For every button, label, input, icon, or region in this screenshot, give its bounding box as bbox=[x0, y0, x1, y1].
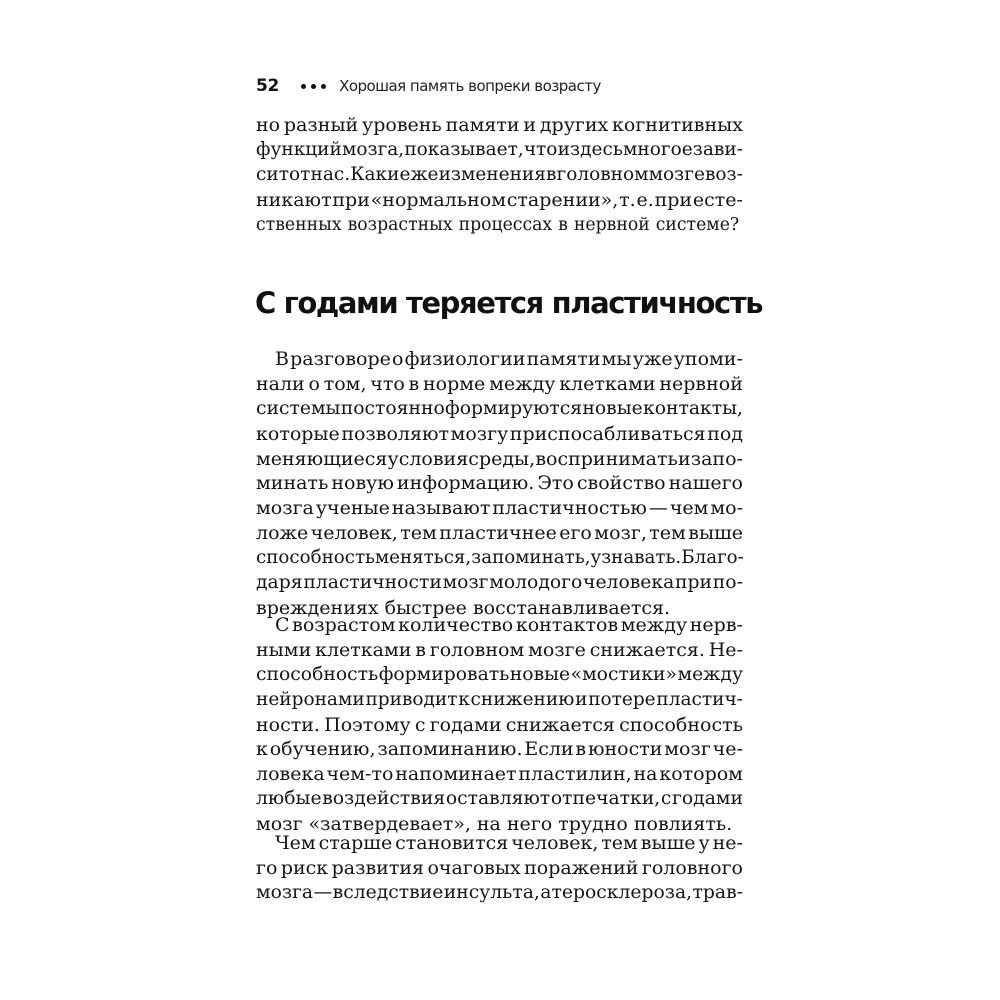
word: нали bbox=[256, 372, 305, 395]
word: при bbox=[675, 572, 713, 594]
word: воспринимать bbox=[535, 447, 678, 470]
word: меняться, bbox=[374, 547, 472, 569]
word: С bbox=[275, 614, 290, 636]
word: чем-то bbox=[326, 763, 394, 786]
word: узнавать. bbox=[590, 547, 682, 569]
word: пластичности bbox=[303, 572, 442, 594]
word: свойство bbox=[576, 472, 666, 495]
word: нашего bbox=[668, 472, 743, 495]
word: «мостики» bbox=[570, 663, 678, 685]
word: с bbox=[414, 713, 426, 736]
word: возрастом bbox=[292, 614, 396, 636]
word: поражений bbox=[524, 856, 639, 879]
word: том, bbox=[323, 372, 367, 395]
running-head bbox=[256, 72, 601, 100]
word: мозге bbox=[648, 163, 705, 185]
word: клетками bbox=[315, 638, 412, 661]
word: тем bbox=[400, 522, 437, 545]
text-line bbox=[256, 688, 743, 713]
word: старении», bbox=[506, 188, 619, 211]
word: обучению, bbox=[269, 738, 376, 761]
word: пластичнее bbox=[439, 522, 557, 545]
word: мозга bbox=[256, 881, 314, 903]
word: «затвердевает», bbox=[308, 813, 471, 836]
word: трав- bbox=[692, 881, 743, 903]
word: Если bbox=[524, 738, 574, 761]
word: информацию. bbox=[396, 472, 535, 495]
word: восстанавливается. bbox=[472, 596, 671, 619]
text-line bbox=[256, 422, 743, 447]
word: старше bbox=[318, 832, 393, 854]
word: Не- bbox=[708, 638, 743, 661]
word: но bbox=[256, 114, 281, 136]
word: новые bbox=[509, 663, 571, 685]
word: мозг bbox=[664, 738, 711, 761]
word: нервной bbox=[573, 214, 650, 235]
word: чем bbox=[669, 497, 709, 520]
word: нервной bbox=[659, 372, 743, 395]
word: трудно bbox=[558, 813, 628, 836]
word: что bbox=[523, 138, 558, 160]
word: есте- bbox=[692, 188, 743, 211]
word: мозгу bbox=[450, 422, 509, 445]
text-line bbox=[256, 737, 743, 762]
word: снижается bbox=[505, 713, 615, 736]
word: в bbox=[575, 738, 587, 761]
word: меняющиеся bbox=[256, 447, 388, 470]
word: вследствие bbox=[332, 881, 444, 903]
word: на bbox=[633, 763, 658, 786]
word: инсульта, bbox=[443, 881, 540, 903]
word: мозг bbox=[256, 813, 303, 836]
word: уровень bbox=[362, 114, 442, 136]
word: процессах bbox=[458, 214, 553, 235]
word: молодого bbox=[489, 572, 583, 594]
text-line bbox=[256, 787, 743, 812]
word: Поэтому bbox=[324, 713, 411, 736]
word: формируются bbox=[445, 397, 583, 419]
body-paragraph bbox=[256, 831, 743, 906]
text-line bbox=[256, 113, 743, 138]
word: памяти bbox=[445, 114, 520, 136]
word: же bbox=[410, 163, 439, 185]
word: человек, bbox=[511, 832, 599, 854]
word: снижению bbox=[470, 688, 575, 710]
word: способность bbox=[256, 663, 379, 685]
word: него bbox=[506, 813, 553, 836]
word: постоянно bbox=[340, 397, 445, 419]
word: контакты, bbox=[642, 397, 743, 419]
word: возрастных bbox=[347, 214, 453, 235]
text-line bbox=[256, 613, 743, 638]
word: воз- bbox=[705, 163, 743, 185]
word: головного bbox=[641, 856, 743, 879]
text-line bbox=[256, 347, 743, 372]
running-title: Хорошая память вопреки возрасту bbox=[339, 77, 601, 95]
word: среды, bbox=[468, 447, 536, 470]
word: любые bbox=[256, 788, 322, 810]
word: мозг bbox=[442, 572, 489, 594]
word: мозга bbox=[256, 497, 314, 520]
word: на bbox=[476, 813, 501, 836]
word: Чем bbox=[275, 832, 316, 854]
word: потере bbox=[588, 688, 656, 710]
word: ученые bbox=[315, 497, 390, 520]
word: оставляют bbox=[445, 788, 551, 810]
word: здесь bbox=[570, 138, 623, 160]
word: т. bbox=[619, 188, 636, 211]
text-line bbox=[256, 881, 743, 906]
text-line bbox=[256, 571, 743, 596]
word: способность bbox=[619, 713, 743, 736]
word: изменения bbox=[438, 163, 546, 185]
word: под bbox=[707, 422, 743, 445]
word: мозге bbox=[528, 638, 586, 661]
text-line bbox=[256, 163, 743, 188]
word: что bbox=[370, 372, 405, 395]
word: норме bbox=[423, 372, 486, 395]
word: мо- bbox=[710, 497, 743, 520]
body-paragraph bbox=[256, 347, 743, 621]
word: с bbox=[660, 788, 672, 810]
word: системы bbox=[256, 397, 341, 419]
text-line bbox=[256, 496, 743, 521]
word: выше bbox=[640, 832, 696, 854]
word: человека bbox=[583, 572, 675, 594]
word: ственных bbox=[256, 214, 342, 235]
word: годами bbox=[429, 713, 502, 736]
word: быстрее bbox=[384, 596, 467, 619]
word: развития bbox=[331, 856, 424, 879]
word: между bbox=[489, 372, 556, 395]
word: Это bbox=[537, 472, 574, 495]
word: головном bbox=[429, 638, 525, 661]
word: физиологии bbox=[404, 348, 526, 370]
word: и bbox=[523, 114, 537, 136]
word: приспосабливаться bbox=[509, 422, 706, 445]
word: годами bbox=[672, 788, 743, 810]
text-line bbox=[256, 372, 743, 397]
word: снижается. bbox=[589, 638, 705, 661]
word: функций bbox=[256, 138, 342, 160]
word: позволяют bbox=[341, 422, 450, 445]
word: мы bbox=[601, 348, 632, 370]
word: количество bbox=[398, 614, 514, 636]
word: пластилин, bbox=[518, 763, 632, 786]
word: повлиять. bbox=[633, 813, 733, 836]
text-line bbox=[256, 447, 743, 472]
word: многое bbox=[623, 138, 693, 160]
word: контактов bbox=[515, 614, 619, 636]
word: сит bbox=[256, 163, 289, 185]
word: че- bbox=[712, 738, 743, 761]
word: при bbox=[332, 188, 370, 211]
word: ными bbox=[256, 638, 312, 661]
word: пластичностью bbox=[492, 497, 647, 520]
word: и bbox=[677, 447, 691, 470]
bullet-dots-icon bbox=[301, 84, 326, 89]
page-number: 52 bbox=[256, 76, 280, 96]
word: ловека bbox=[256, 763, 325, 786]
text-line bbox=[256, 471, 743, 496]
text-line bbox=[256, 638, 743, 663]
word: разговоре bbox=[290, 348, 391, 370]
text-line bbox=[256, 213, 743, 238]
word: других bbox=[539, 114, 609, 136]
word: вреждениях bbox=[256, 596, 379, 619]
word: нас. bbox=[310, 163, 351, 185]
text-line bbox=[256, 762, 743, 787]
word: человек, bbox=[310, 522, 398, 545]
word: пластич- bbox=[656, 688, 743, 710]
text-line bbox=[256, 397, 743, 422]
text-line bbox=[256, 521, 743, 546]
word: его bbox=[559, 522, 592, 545]
word: ложе bbox=[256, 522, 309, 545]
word: к bbox=[256, 738, 268, 761]
word: и bbox=[557, 138, 570, 160]
word: о bbox=[392, 348, 404, 370]
word: В bbox=[275, 348, 289, 370]
word: разный bbox=[283, 114, 359, 136]
word: никают bbox=[256, 188, 332, 211]
word: называют bbox=[391, 497, 491, 520]
text-line bbox=[256, 188, 743, 213]
word: памяти bbox=[526, 348, 601, 370]
text-line bbox=[256, 831, 743, 856]
word: е. bbox=[636, 188, 654, 211]
word: запоминать, bbox=[471, 547, 591, 569]
word: показывает, bbox=[404, 138, 524, 160]
word: зави- bbox=[692, 138, 743, 160]
word: мозг, bbox=[594, 522, 647, 545]
word: котором bbox=[659, 763, 743, 786]
word: формировать bbox=[378, 663, 510, 685]
word: в bbox=[408, 372, 420, 395]
text-line bbox=[256, 546, 743, 571]
word: го bbox=[256, 856, 278, 879]
word: в bbox=[546, 163, 557, 185]
word: у bbox=[698, 832, 710, 854]
word: при bbox=[654, 188, 693, 211]
word: к bbox=[458, 688, 470, 710]
word: новую bbox=[331, 472, 394, 495]
word: напоминает bbox=[395, 763, 517, 786]
word: — bbox=[313, 881, 333, 903]
word: в bbox=[415, 638, 426, 661]
word: клетками bbox=[559, 372, 656, 395]
word: условия bbox=[387, 447, 469, 470]
word: «нормальном bbox=[370, 188, 506, 211]
word: Какие bbox=[350, 163, 411, 185]
word: становится bbox=[395, 832, 509, 854]
word: способность bbox=[256, 547, 375, 569]
word: юности bbox=[587, 738, 663, 761]
word: воздействия bbox=[322, 788, 446, 810]
word: приводит bbox=[365, 688, 458, 710]
word: выше bbox=[688, 522, 743, 545]
word: ности. bbox=[256, 713, 320, 736]
word: тем bbox=[601, 832, 638, 854]
word: мозга, bbox=[341, 138, 405, 160]
word: даря bbox=[256, 572, 303, 594]
word: нерв- bbox=[689, 614, 743, 636]
word: упоми- bbox=[673, 348, 743, 370]
text-line bbox=[256, 138, 743, 163]
word: Благо- bbox=[681, 547, 744, 569]
text-line bbox=[256, 856, 743, 881]
section-heading: С годами теряется пластичность bbox=[255, 286, 763, 320]
word: риск bbox=[280, 856, 329, 879]
word: головном bbox=[556, 163, 649, 185]
word: нейронами bbox=[256, 688, 365, 710]
word: между bbox=[620, 614, 688, 636]
intro-paragraph bbox=[256, 113, 743, 237]
word: в bbox=[558, 214, 568, 235]
word: запоминанию. bbox=[377, 738, 523, 761]
word: новые bbox=[582, 397, 643, 419]
word: от bbox=[289, 163, 311, 185]
text-line bbox=[256, 713, 743, 738]
word: — bbox=[648, 497, 668, 520]
word: запо- bbox=[690, 447, 743, 470]
word: по- bbox=[712, 572, 743, 594]
body-paragraph bbox=[256, 613, 743, 837]
text-line bbox=[256, 663, 743, 688]
word: тем bbox=[649, 522, 686, 545]
word: атеросклероза, bbox=[540, 881, 693, 903]
word: не- bbox=[712, 832, 743, 854]
word: между bbox=[677, 663, 743, 685]
word: и bbox=[575, 688, 588, 710]
word: когнитивных bbox=[612, 114, 743, 136]
word: очаговых bbox=[427, 856, 521, 879]
word: минать bbox=[256, 472, 329, 495]
word: системе? bbox=[655, 214, 740, 235]
word: о bbox=[308, 372, 320, 395]
word: которые bbox=[256, 422, 340, 445]
word: уже bbox=[632, 348, 673, 370]
word: отпечатки, bbox=[550, 788, 661, 810]
